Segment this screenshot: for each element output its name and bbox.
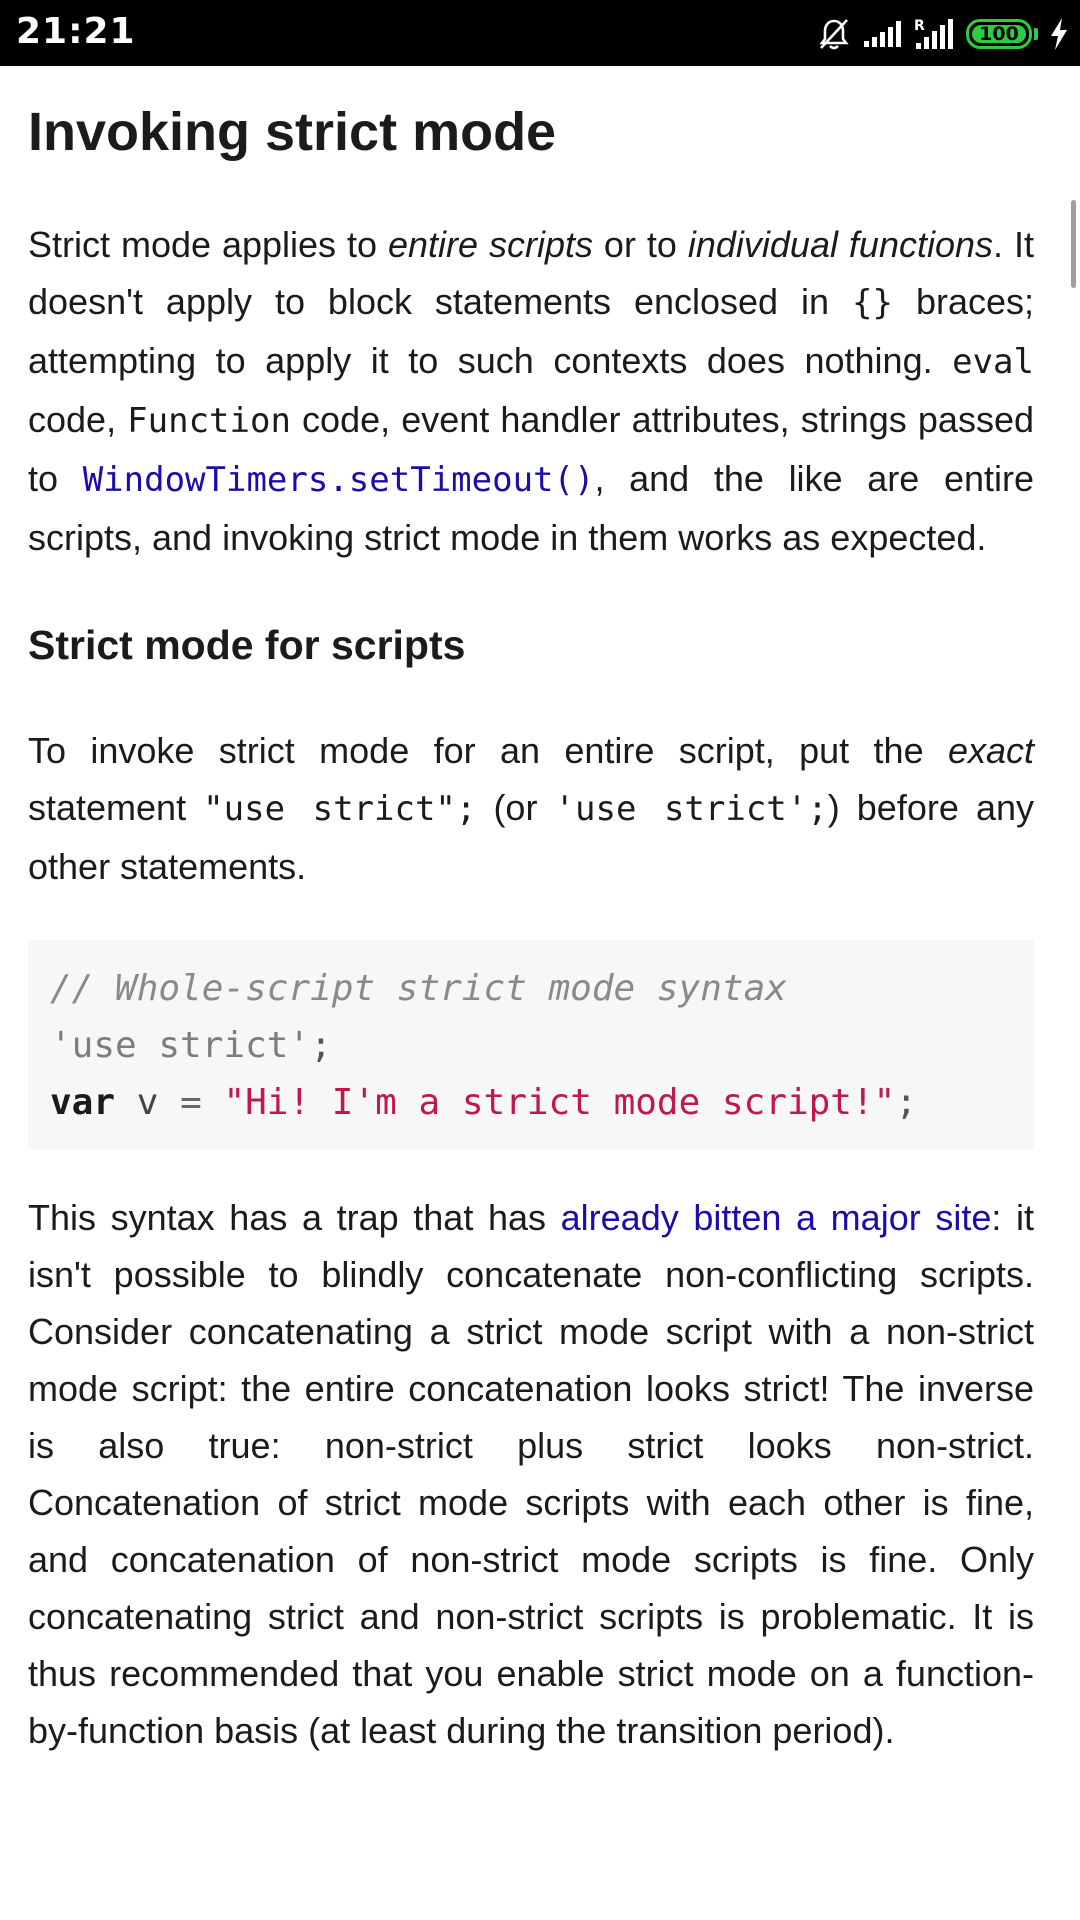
text-span: , and the like are entire scripts, and invoking strict mode in them works as expected. [28, 458, 1034, 558]
status-icons [816, 14, 1070, 54]
code-string: "Hi! I'm a strict mode script!" [223, 1082, 896, 1123]
bell-off-icon [816, 16, 852, 52]
settimeout-link[interactable] [83, 458, 595, 499]
code-operator: = [180, 1082, 202, 1123]
status-bar [0, 0, 1080, 66]
charging-bolt-icon [1048, 17, 1070, 51]
article-content [28, 66, 1034, 1759]
text-span: or to [592, 224, 688, 265]
text-span: . It doesn't apply to block statements enclosed in [28, 224, 1034, 322]
code-identifier: v [115, 1082, 181, 1123]
code-punct: ; [310, 1025, 332, 1066]
settimeout-link-code: WindowTimers.setTimeout() [82, 460, 595, 500]
text-span: statement [28, 787, 204, 828]
paragraph-scope [28, 216, 1034, 566]
inline-code: eval [952, 342, 1034, 382]
page-heading: Invoking strict mode [28, 102, 557, 162]
battery-cap [1034, 28, 1038, 40]
paragraph-trap [28, 1189, 1034, 1759]
text-span: code, [28, 399, 128, 440]
code-keyword: var [50, 1082, 116, 1123]
code-punct: ; [895, 1082, 918, 1123]
major-site-link[interactable]: already bitten a major site [560, 1197, 992, 1238]
battery-label: 100 [979, 23, 1019, 45]
text-span: To invoke strict mode for an entire script, put the [28, 730, 948, 771]
text-span: braces; attempting to apply it to such contexts does nothing. [28, 281, 1034, 381]
code-example [28, 940, 1034, 1149]
emphasis-text: individual functions [687, 224, 994, 265]
roaming-signal-icon [914, 17, 956, 51]
roaming-label: R [914, 18, 925, 34]
scrollbar-thumb[interactable] [1071, 200, 1076, 288]
text-span: code, event handler attributes, strings passed to [28, 399, 1034, 499]
paragraph-invoke [28, 722, 1034, 895]
battery-indicator [966, 19, 1032, 49]
text-span: : it isn't possible to blindly concatenate non-conflicting scripts. Consider concatenating a strict mode script with a non-strict mode script: the entire concatenation looks strict! The inverse is also true: non-strict plus strict looks non-strict. Concatenation of strict mode scripts with each other is fine, and concatenation of non-strict mode scripts is fine. Only concatenating strict and non-strict scripts is problematic. It is thus recommended that you enable strict mode on a function-by-function basis (at least during the transition period). [28, 1197, 1034, 1751]
section-heading-scripts: Strict mode for scripts [28, 622, 466, 668]
signal-icon [862, 19, 904, 49]
emphasis-text: exact [947, 730, 1034, 771]
inline-code: Function [127, 401, 291, 441]
inline-code: 'use strict'; [554, 789, 828, 829]
text-span: ) before any other statements. [28, 787, 1034, 887]
status-time: 21:21 [16, 11, 136, 52]
inline-code: "use strict"; [203, 789, 477, 829]
text-span: This syntax has a trap that has [28, 1197, 561, 1238]
emphasis-text: entire scripts [387, 224, 593, 265]
code-comment: // Whole-script strict mode syntax [50, 968, 787, 1009]
text-span: (or [476, 787, 555, 828]
text-span: Strict mode applies to [28, 224, 388, 265]
code-string: 'use strict' [50, 1025, 311, 1066]
inline-code: {} [852, 283, 893, 323]
